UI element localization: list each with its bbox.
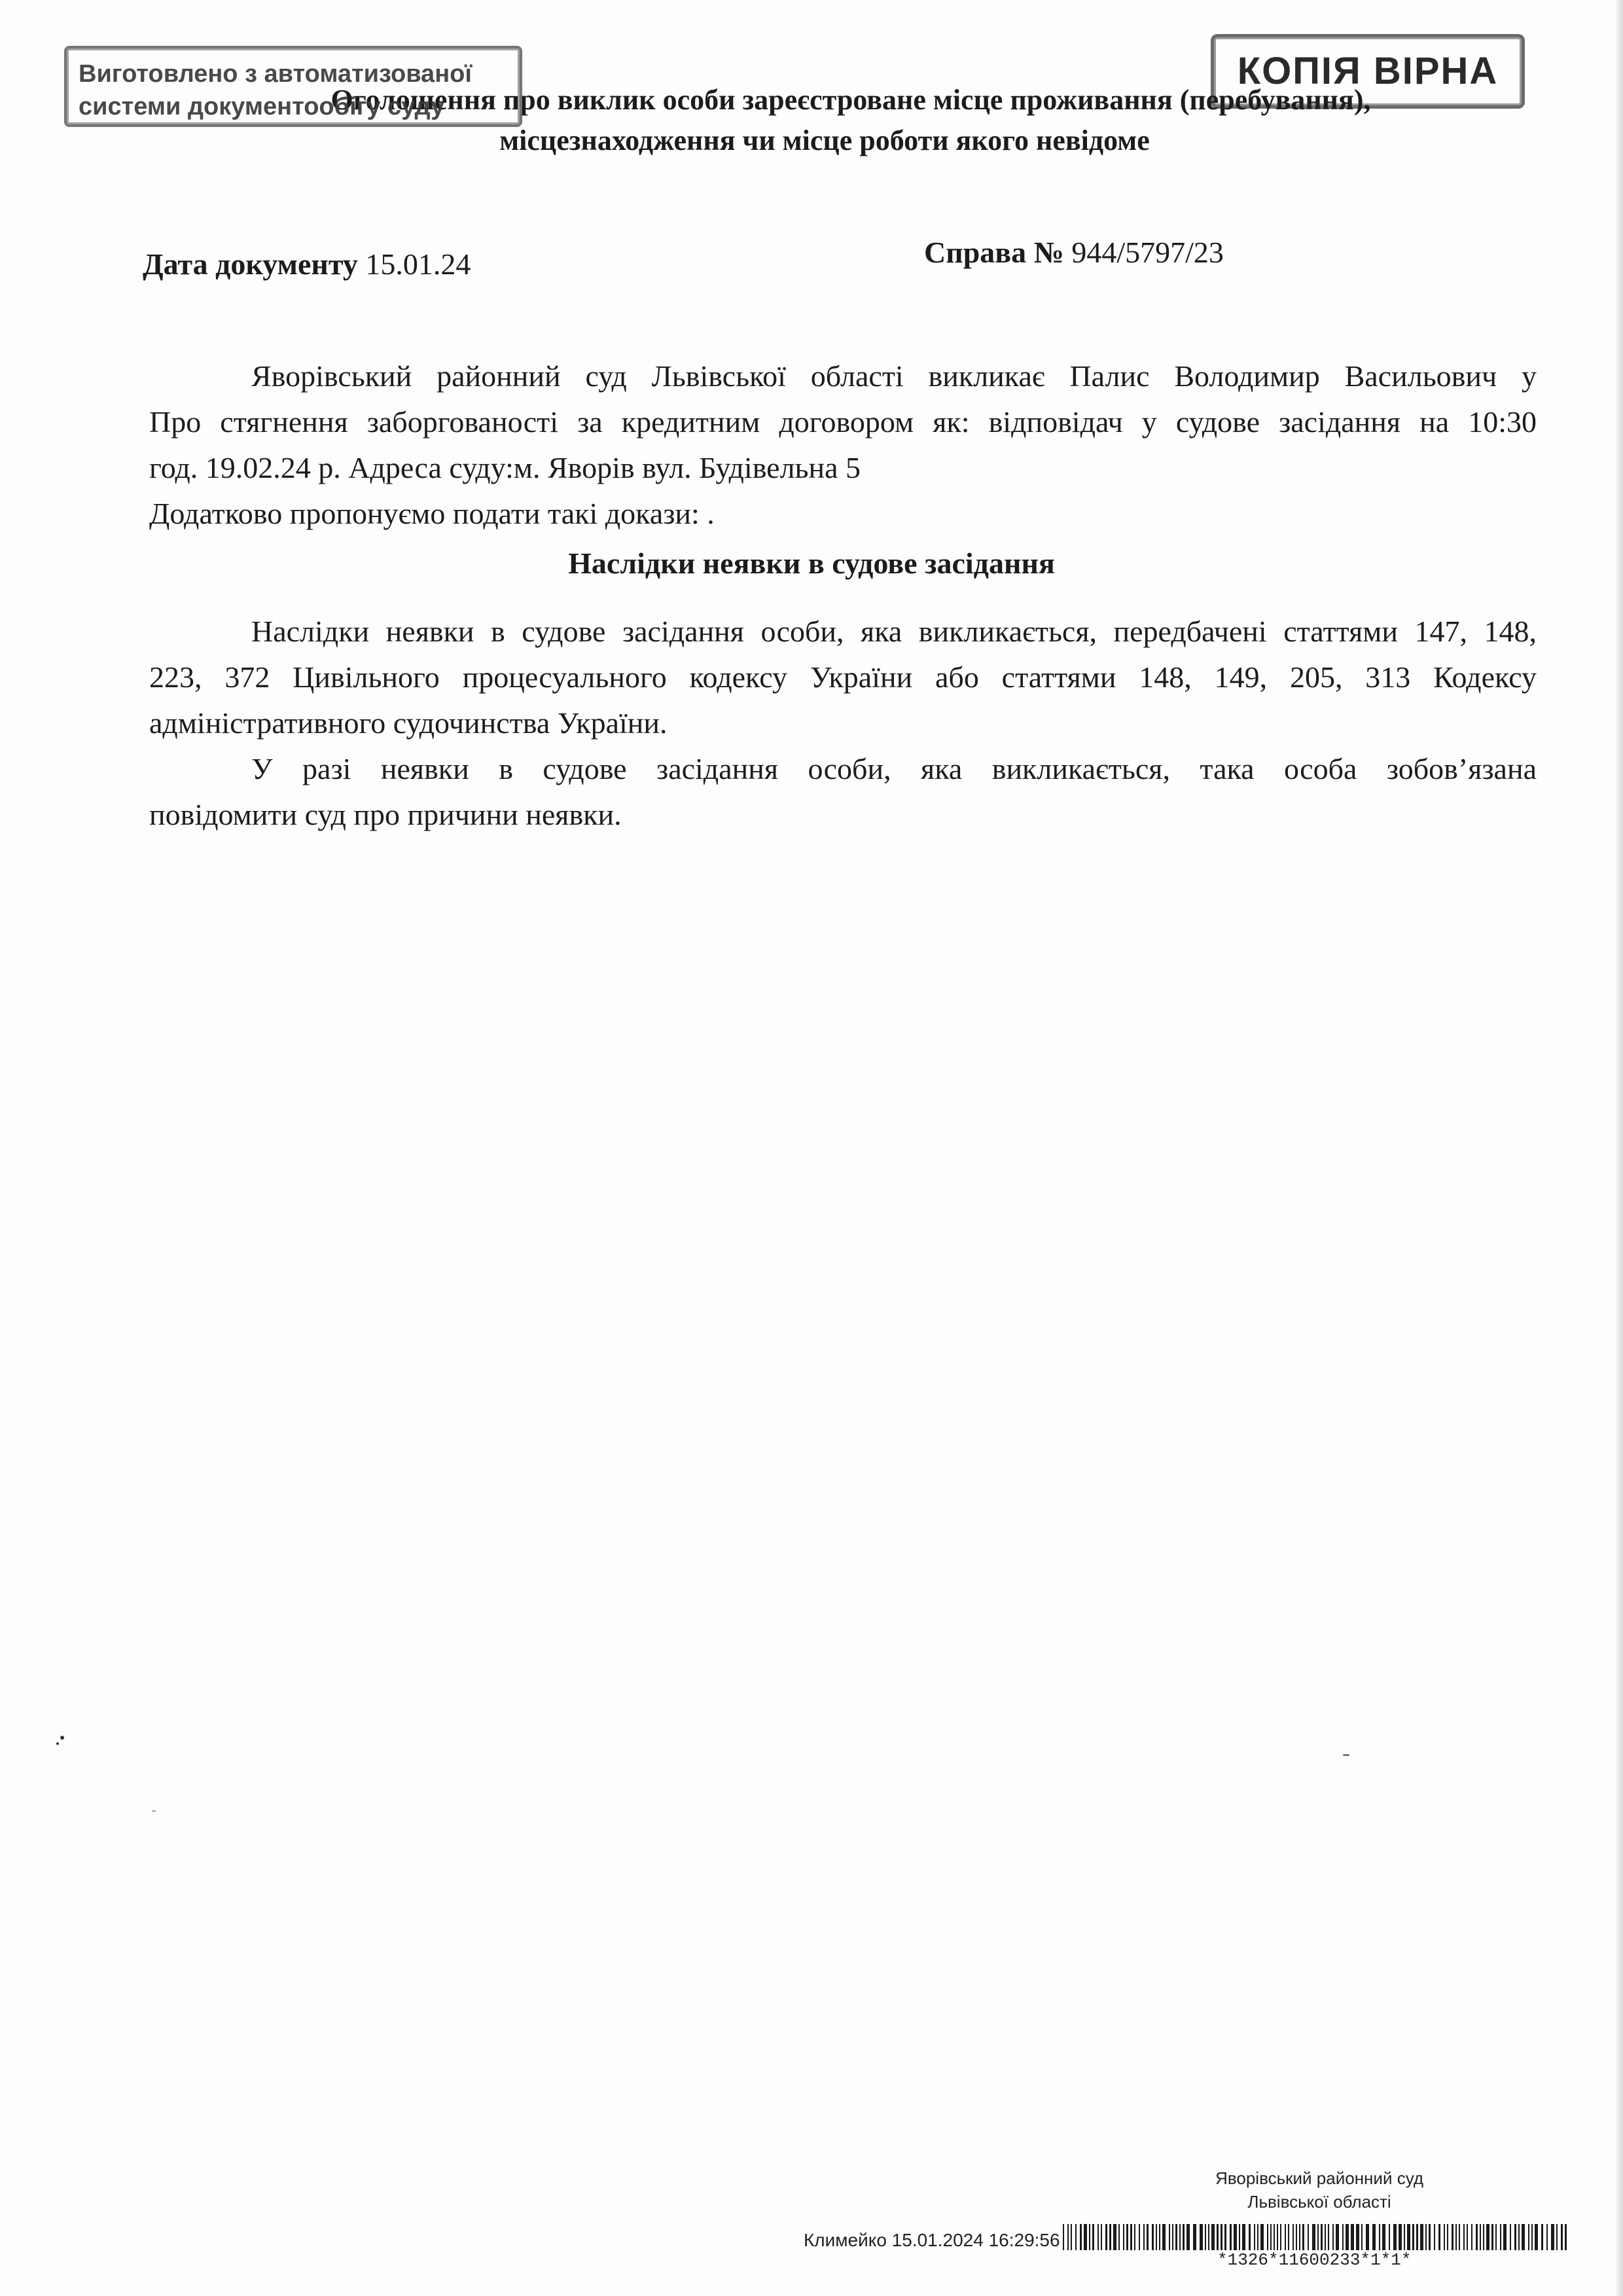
barcode-bar (1123, 2224, 1124, 2250)
barcode-bar (1274, 2224, 1275, 2250)
summons-line: Додатково пропонуємо подати такі докази: . (149, 497, 715, 530)
barcode-bar (1531, 2224, 1533, 2250)
barcode-bar (1267, 2224, 1268, 2250)
barcode-bar (1113, 2224, 1116, 2250)
stamp-line-1: Виготовлено з автоматизованої (79, 60, 473, 88)
barcode-bar (1257, 2224, 1258, 2250)
barcode-bar (1342, 2224, 1344, 2250)
consequences-line: адміністративного судочинства України. (149, 706, 668, 740)
barcode-bar (1217, 2224, 1219, 2250)
footer-court-name (1215, 2166, 1423, 2214)
barcode-bar (1346, 2224, 1349, 2250)
barcode-bar (1455, 2224, 1457, 2250)
barcode-bar (1495, 2224, 1497, 2250)
barcode-bar (1447, 2224, 1448, 2250)
barcode-bar (1280, 2224, 1281, 2250)
barcode-bar (1063, 2224, 1064, 2250)
consequences-heading: Наслідки неявки в судове засідання (568, 547, 1055, 580)
barcode-bar (1332, 2224, 1334, 2250)
signer-timestamp: Климейко 15.01.2024 16:29:56 (804, 2230, 1060, 2250)
case-number (924, 234, 1224, 271)
barcode-bar (1438, 2224, 1440, 2250)
barcode-bar (1518, 2224, 1520, 2250)
barcode-bar (1379, 2224, 1380, 2250)
barcode-bar (1463, 2224, 1465, 2250)
barcode-bar (1467, 2224, 1468, 2250)
scan-edge (1616, 0, 1623, 2296)
barcode-bar (1234, 2224, 1237, 2250)
barcode-bar (1328, 2224, 1329, 2250)
barcode-bar (1476, 2224, 1478, 2250)
barcode-bar (1186, 2224, 1190, 2250)
barcode-bar (1260, 2224, 1264, 2250)
barcode-bar (1416, 2224, 1418, 2250)
barcode-bar (1193, 2224, 1196, 2250)
barcode-bar (1325, 2224, 1326, 2250)
barcode-bar (1224, 2224, 1226, 2250)
barcode-bar (1211, 2224, 1215, 2250)
barcode-bar (1208, 2224, 1209, 2250)
scan-speck (56, 1742, 59, 1745)
barcode-bar (1302, 2224, 1304, 2250)
barcode-bar (1249, 2224, 1251, 2250)
barcode-bar (1239, 2224, 1240, 2250)
barcode-bar (1118, 2224, 1120, 2250)
barcode (1063, 2224, 1567, 2250)
barcode-bar (1351, 2224, 1354, 2250)
consequences-paragraph (149, 609, 1537, 838)
barcode-bar (1389, 2224, 1390, 2250)
barcode-bar (1491, 2224, 1493, 2250)
barcode-bar (1546, 2224, 1548, 2250)
barcode-bar (1561, 2224, 1563, 2250)
case-number-value: 944/5797/23 (1071, 236, 1224, 269)
barcode-bar (1528, 2224, 1529, 2250)
barcode-bar (1308, 2224, 1309, 2250)
barcode-bar (1242, 2224, 1245, 2250)
consequences-line: 223, 372 Цивільного процесуального кодексу України або статтями 148, 149, 205, 313 Кодексу (149, 660, 1537, 694)
barcode-bar (1551, 2224, 1554, 2250)
barcode-bar (1565, 2224, 1567, 2250)
barcode-bar (1101, 2224, 1102, 2250)
barcode-bar (1535, 2224, 1538, 2250)
barcode-bar (1404, 2224, 1405, 2250)
footer-court-line-1: Яворівський районний суд (1215, 2168, 1423, 2188)
barcode-bar (1412, 2224, 1414, 2250)
barcode-bar (1429, 2224, 1431, 2250)
consequences-line: Наслідки неявки в судове засідання особи, яка викликається, передбачені статтями 147, 148, (251, 615, 1537, 648)
barcode-bar (1139, 2224, 1140, 2250)
barcode-bar (1399, 2224, 1402, 2250)
barcode-bar (1205, 2224, 1206, 2250)
barcode-bar (1109, 2224, 1111, 2250)
barcode-bar (1270, 2224, 1272, 2250)
barcode-bar (1172, 2224, 1173, 2250)
document-date-label: Дата документу (143, 247, 358, 281)
barcode-bar (1444, 2224, 1445, 2250)
barcode-bar (1503, 2224, 1507, 2250)
barcode-bar (1407, 2224, 1410, 2250)
barcode-bar (1522, 2224, 1525, 2250)
barcode-bar (1471, 2224, 1472, 2250)
consequences-line: повідомити суд про причини неявки. (149, 798, 622, 831)
barcode-bar (1434, 2224, 1435, 2250)
summons-line: Про стягнення заборгованості за кредитним договором як: відповідач у судове засідання на 10:30 (149, 405, 1537, 439)
consequences-line: У разі неявки в судове засідання особи, яка викликається, така особа зобов’язана (251, 752, 1537, 785)
summons-paragraph (149, 353, 1537, 537)
footer-court-line-2: Львівської області (1247, 2192, 1391, 2212)
document-date (143, 246, 471, 283)
barcode-bar (1147, 2224, 1149, 2250)
barcode-bar (1175, 2224, 1177, 2250)
barcode-bar (1183, 2224, 1185, 2250)
barcode-bar (1067, 2224, 1069, 2250)
barcode-bar (1084, 2224, 1087, 2250)
barcode-bar (1420, 2224, 1423, 2250)
barcode-bar (1092, 2224, 1094, 2250)
barcode-bar (1230, 2224, 1232, 2250)
barcode-bar (1089, 2224, 1090, 2250)
barcode-bar (1425, 2224, 1427, 2250)
barcode-bar (1321, 2224, 1323, 2250)
barcode-bar (1312, 2224, 1315, 2250)
barcode-bar (1169, 2224, 1170, 2250)
barcode-bar (1105, 2224, 1107, 2250)
summons-line: год. 19.02.24 р. Адреса суду:м. Яворів вул. Будівельна 5 (149, 451, 861, 484)
scan-speck (1343, 1754, 1349, 1756)
barcode-bar (1159, 2224, 1160, 2250)
barcode-bar (1393, 2224, 1397, 2250)
barcode-bar (1152, 2224, 1154, 2250)
barcode-bar (1143, 2224, 1145, 2250)
barcode-bar (1483, 2224, 1484, 2250)
barcode-bar (1071, 2224, 1072, 2250)
barcode-bar (1459, 2224, 1460, 2250)
document-date-value: 15.01.24 (365, 247, 471, 281)
barcode-bar (1277, 2224, 1278, 2250)
barcode-bar (1361, 2224, 1363, 2250)
document-title-line-1: Оголошення про виклик особи зареєстроване місце проживання (перебування), (330, 84, 1371, 116)
barcode-bar (1162, 2224, 1166, 2250)
barcode-bar (1075, 2224, 1077, 2250)
barcode-bar (1293, 2224, 1294, 2250)
barcode-bar (1285, 2224, 1286, 2250)
barcode-bar (1134, 2224, 1135, 2250)
stamp-line-2: системи документообігу суду (79, 93, 445, 120)
barcode-bar (1296, 2224, 1297, 2250)
barcode-bar (1500, 2224, 1501, 2250)
barcode-bar (1486, 2224, 1489, 2250)
automated-system-stamp (64, 46, 522, 127)
barcode-bar (1288, 2224, 1289, 2250)
barcode-bar (1556, 2224, 1558, 2250)
barcode-bar (1221, 2224, 1222, 2250)
barcode-bar (1336, 2224, 1339, 2250)
barcode-bar (1130, 2224, 1132, 2250)
document-title-line-2: місцезнаходження чи місце роботи якого невідоме (499, 124, 1150, 156)
summons-line: Яворівський районний суд Львівської області викликає Палис Володимир Васильович у (251, 359, 1537, 393)
barcode-bar (1126, 2224, 1128, 2250)
barcode-bar (1179, 2224, 1181, 2250)
certified-copy-stamp: КОПІЯ ВІРНА (1211, 34, 1525, 109)
barcode-bar (1097, 2224, 1099, 2250)
barcode-bar (1317, 2224, 1319, 2250)
barcode-bar (1510, 2224, 1511, 2250)
barcode-bar (1356, 2224, 1359, 2250)
barcode-bar (1372, 2224, 1376, 2250)
barcode-bar (1541, 2224, 1543, 2250)
barcode-bar (1200, 2224, 1203, 2250)
barcode-bar (1299, 2224, 1300, 2250)
barcode-bar (1254, 2224, 1255, 2250)
scan-speck (60, 1736, 64, 1740)
barcode-bar (1366, 2224, 1369, 2250)
scan-speck (152, 1810, 156, 1812)
barcode-bar (1156, 2224, 1157, 2250)
barcode-bar (1514, 2224, 1516, 2250)
barcode-bar (1480, 2224, 1481, 2250)
barcode-text: *1326*11600233*1*1* (1217, 2250, 1412, 2270)
case-number-label: Справа № (924, 236, 1064, 269)
barcode-bar (1382, 2224, 1385, 2250)
barcode-bar (1452, 2224, 1454, 2250)
barcode-bar (1080, 2224, 1082, 2250)
